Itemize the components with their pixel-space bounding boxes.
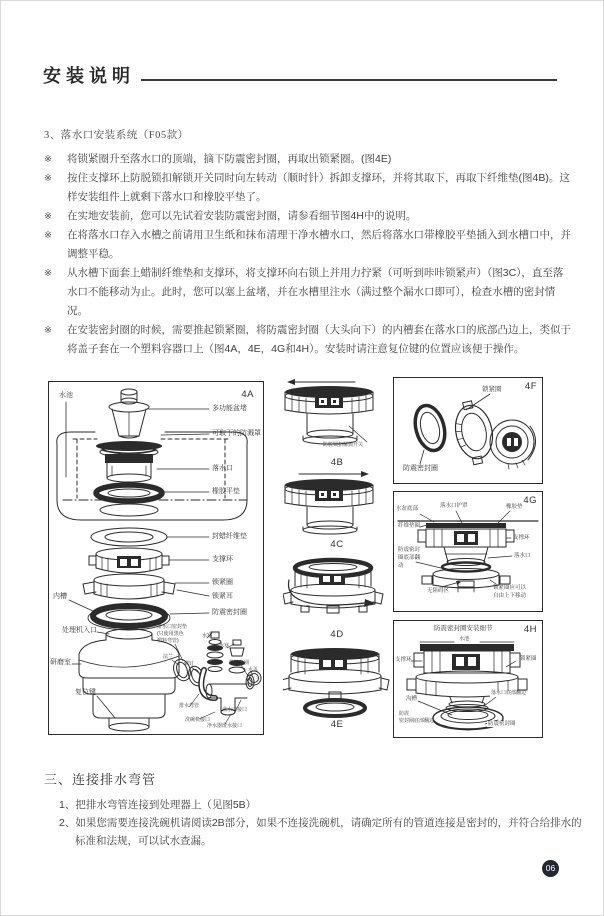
instruction-list [44, 150, 572, 359]
instruction-bullet [44, 169, 572, 207]
figure-4e-drawing [283, 644, 391, 720]
figure-4g-label: 4G [523, 495, 537, 506]
instruction-bullet [44, 226, 572, 264]
figure-4c [283, 470, 391, 550]
bullet-marker: ※ [44, 154, 52, 165]
figure-4h-title: 防震密封圈安装细节 [434, 625, 493, 632]
callout-support-ring: 支撑环 [395, 657, 412, 663]
bullet-marker: ※ [44, 268, 52, 279]
callout-drain-seal-note: 塑料弯管) [157, 638, 179, 644]
callout-water-plug-2: 水塞 [219, 643, 230, 649]
bullet-marker: ※ [44, 230, 52, 241]
figure-4d-label: 4D [330, 629, 344, 640]
title-rule [141, 79, 557, 81]
callout-sink: 水池 [59, 392, 73, 399]
callout-dishwasher-port: 洗碗机接口 [185, 717, 211, 723]
figure-4b-label: 4B [330, 457, 344, 468]
callout-drain: 落水口 [514, 553, 531, 559]
figure-4f-panel [393, 377, 543, 484]
page-number-badge: 06 [542, 860, 559, 877]
callout-clear-zone: 无阻碍区 [427, 588, 450, 594]
callout-overflow-port: 溢水口接口 [222, 707, 248, 713]
bullet-marker: ※ [44, 211, 52, 222]
instruction-bullet [44, 321, 572, 359]
callout-drain-guard: 落水口护罩 [440, 503, 468, 509]
figure-4b [283, 378, 391, 468]
callout-seal-fold: 圈底部翻 [398, 555, 421, 561]
callout-fiber-washer: 纤维垫圈 [398, 523, 421, 529]
connect-step: 1、把排水弯管连接到处理器上（见图5B） [59, 799, 257, 811]
callout-lock-free: 锁紧圈应可以 [493, 585, 527, 591]
callout-screw: 螺钉 [184, 661, 195, 667]
callout-seal-fold: 动 [398, 563, 404, 569]
instruction-bullet [44, 207, 572, 226]
figure-4c-drawing [283, 470, 391, 538]
callout-lock-free: 自由上下移动 [493, 593, 527, 599]
callout-support-ring: 支撑环 [212, 556, 233, 563]
bullet-marker: ※ [44, 325, 52, 336]
callout-seal-fold: 密封圈底部翻边 [399, 718, 435, 724]
figure-4a-panel [48, 381, 264, 735]
instruction-bullet [44, 150, 572, 169]
section-heading: 3、落水口安装系统（F05款） [44, 130, 189, 141]
callout-inner-groove: 内槽 [53, 593, 67, 600]
callout-drain-seal-note: 排水口密封垫 [157, 624, 188, 630]
callout-splash-guard: 可取下的防溅罩 [212, 430, 261, 437]
page-title: 安装说明 [43, 66, 135, 86]
callout-support-ring: 支撑环 [513, 535, 530, 541]
callout-drain-fold: 落水口底部翻边 [491, 690, 527, 696]
bullet-text: 在安装密封圈的时候，需要推起锁紧圈，将防震密封圈（大头向下）的内槽套在落水口的底部凸边上，类似于将盖子套在一个塑料容器口上（图4A，4E，4G和4H）。安装时请注意复位键的位置应该便于操作。 [67, 324, 571, 355]
callout-seal-fold: 防震 [399, 711, 410, 717]
callout-water-plug-1: 水塞 [202, 633, 213, 639]
callout-lock-ring: 锁紧圈 [482, 386, 502, 393]
figure-4e-label: 4E [330, 719, 344, 730]
callout-seal-ring: 防震密封圈 [403, 465, 438, 472]
callout-drain-elbow: 排水弯管 [179, 703, 200, 709]
figure-4c-label: 4C [330, 539, 344, 550]
callout-seal-fold: 防震密封 [398, 547, 421, 553]
callout-unlock-switch: 防脱锁扣解锁开关 [323, 442, 364, 448]
callout-lock-ring: 锁紧圈 [520, 656, 537, 662]
callout-sink-bottom: 水盆底部 [396, 506, 419, 512]
callout-grind-chamber: 研磨室 [50, 659, 71, 666]
callout-sink: 水池 [459, 636, 470, 642]
callout-drain: 落水口 [212, 465, 233, 472]
figure-4d [283, 556, 391, 640]
bullet-text: 按住支撑环上防脱锁扣解锁开关同时向左转动（顺时针）拆卸支撑环，并将其取下，再取下纤维垫(图4B)。这样安装组件上就剩下落水口和橡胶平垫了。 [67, 172, 570, 203]
bullet-text: 在实地安装前，您可以先试着安装防震密封圈，请参看细节图4H中的说明。 [67, 210, 417, 222]
callout-inlet: 处理机入口 [62, 627, 97, 634]
callout-lock-ring: 锁紧圈 [212, 579, 233, 586]
figure-4h-panel [393, 620, 543, 738]
callout-reset-button: 复位键 [75, 689, 96, 696]
callout-flange: 法兰 [163, 654, 174, 660]
callout-rubber-washer: 橡胶垫圈 [229, 660, 250, 666]
callout-seal-ring: 防震密封圈 [212, 609, 247, 616]
figure-4g-panel [393, 491, 543, 612]
section-connect-heading: 三、连接排水弯管 [44, 772, 157, 787]
callout-seal-ring: 防震密封圈 [488, 721, 516, 727]
callout-cap: 水盖 [248, 667, 259, 673]
bullet-text: 在将落水口存入水槽之前请用卫生纸和抹布清理干净水槽水口，然后将落水口带橡胶平垫插入到水槽口中，并调整平稳。 [67, 229, 571, 260]
callout-drain-seal-note: (只使用黑色 [157, 631, 184, 637]
callout-lock-ear: 锁紧耳 [212, 593, 233, 600]
figure-4h-label: 4H [523, 624, 537, 635]
callout-groove: 沟槽 [406, 696, 418, 702]
connect-step: 2、如果您需要连接洗碗机请阅读2B部分，如果不连接洗碗机，请确定所有的管道连接是密封的，并符合给排水的标准和法规，可以试水查漏。 [59, 817, 582, 847]
bullet-text: 从水槽下面套上蜡制纤维垫和支撑环，将支撑环向右锁上并用力拧紧（可听到咔咔锁紧声）（图3C），直至落水口不能移动为止。此时，您可以塞上盆堵，并在水槽里注水（满过整个漏水口即可），检查水槽的密封情况。 [67, 267, 564, 317]
bullet-text: 将锁紧圈升至落水口的顶端，摘下防震密封圈，再取出锁紧圈。(图4E) [67, 153, 392, 165]
callout-plug: 多功能盆堵 [212, 405, 247, 412]
figure-4f-label: 4F [524, 381, 537, 392]
bullet-marker: ※ [44, 173, 52, 184]
callout-rubber-gasket: 橡胶平垫 [212, 488, 240, 495]
callout-purifier-port: 净水器废水接口 [207, 723, 243, 729]
figure-4a-label: 4A [241, 389, 254, 400]
callout-rubber-pad: 橡胶垫 [506, 504, 523, 510]
callout-fiber-gasket: 封蜡纤维垫 [212, 533, 247, 540]
instruction-bullet [44, 264, 572, 321]
figure-4d-drawing [283, 556, 391, 628]
figure-4e [283, 644, 391, 730]
